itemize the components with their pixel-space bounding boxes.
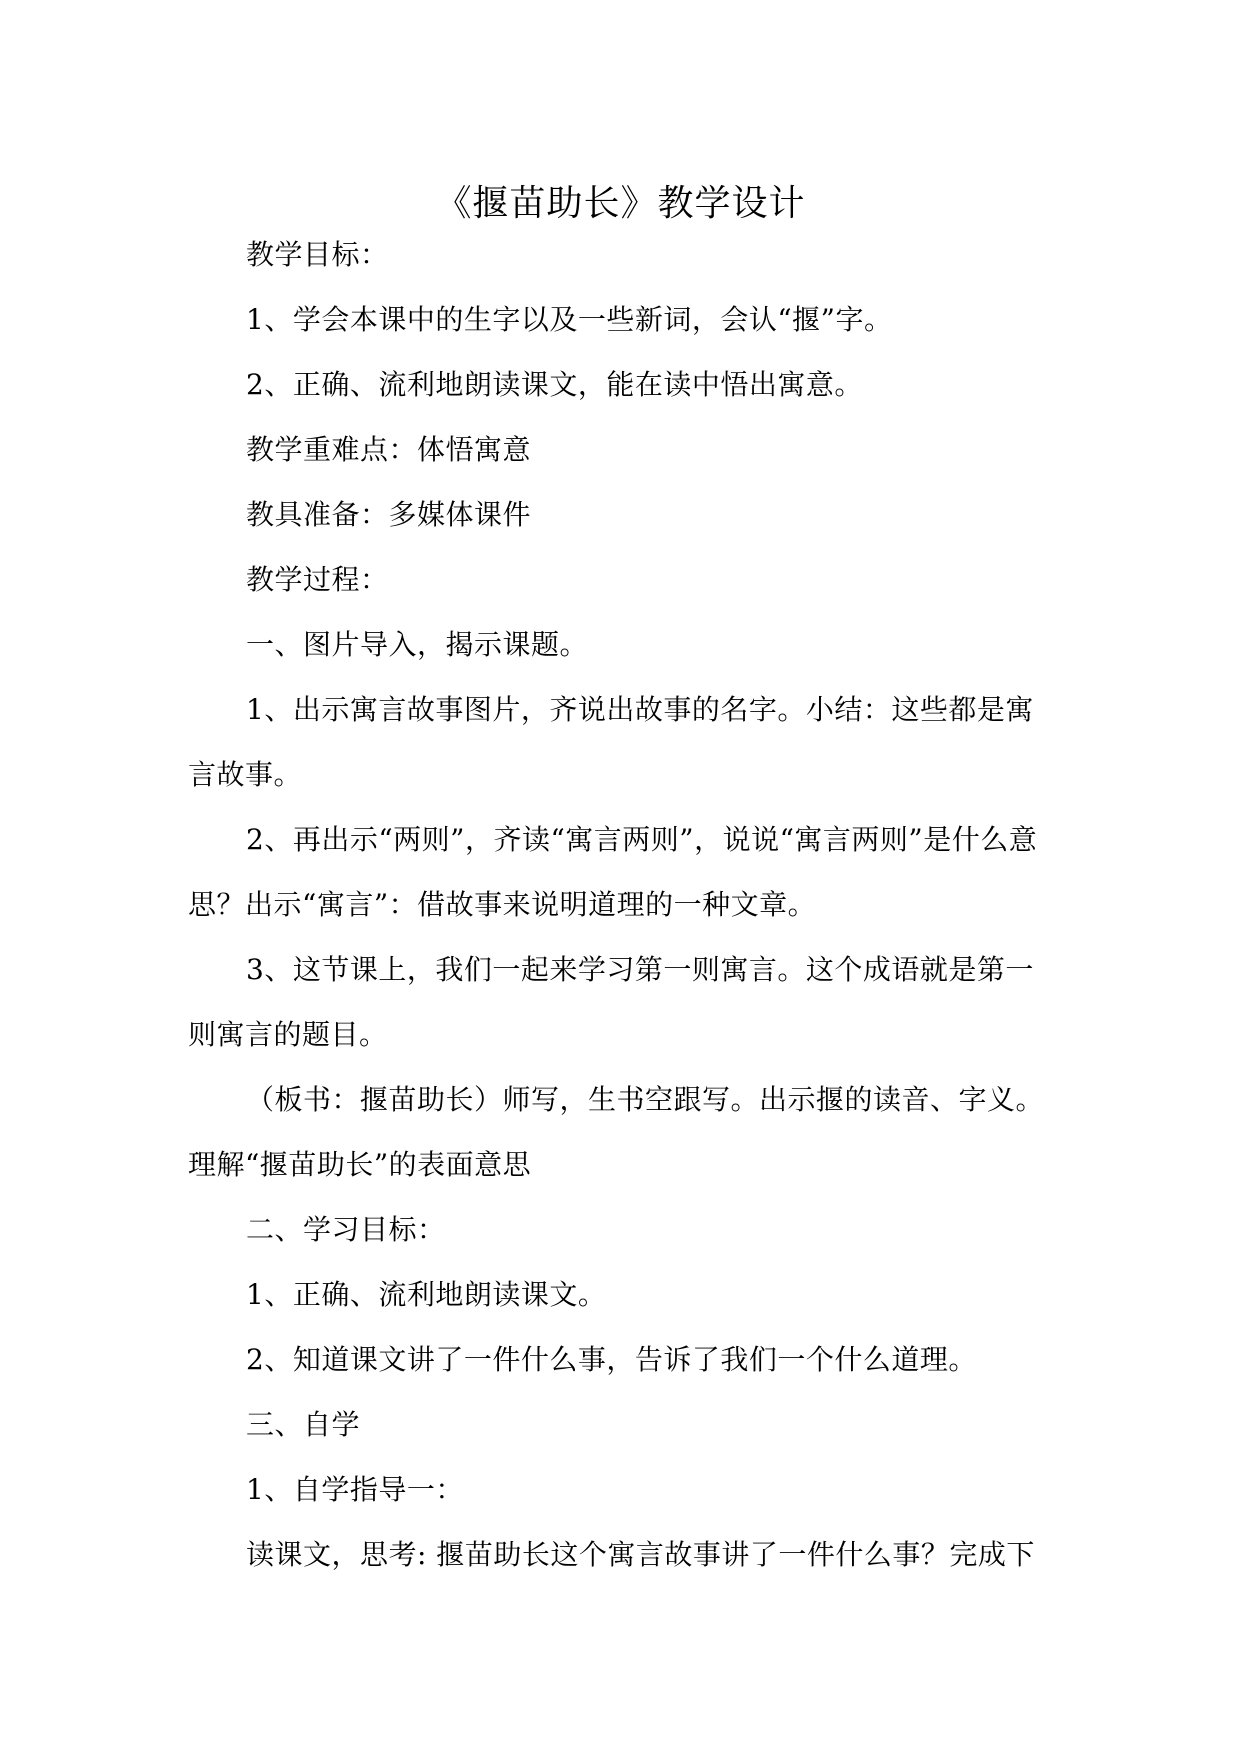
paragraph-objective-2: 2、正确、流利地朗读课文，能在读中悟出寓意。 <box>246 368 863 401</box>
paragraph-objective-1: 1、学会本课中的生字以及一些新词，会认“揠”字。 <box>246 303 893 336</box>
paragraph-section-3-heading: 三、自学 <box>246 1408 361 1441</box>
paragraph-section-2-item-2: 2、知道课文讲了一件什么事，告诉了我们一个什么道理。 <box>246 1343 977 1376</box>
paragraph-blackboard-note: （板书：揠苗助长）师写，生书空跟写。出示揠的读音、字义。理解“揠苗助长”的表面意思 <box>188 1083 1045 1181</box>
document-title: 《揠苗助长》教学设计 <box>435 183 806 225</box>
paragraph-self-study-task: 读课文，思考: 揠苗助长这个寓言故事讲了一件什么事？完成下 <box>246 1538 1035 1571</box>
paragraph-section-2-heading: 二、学习目标： <box>246 1213 446 1246</box>
paragraph-process-heading: 教学过程： <box>246 563 389 596</box>
paragraph-section-1-item-1: 1、出示寓言故事图片，齐说出故事的名字。小结：这些都是寓言故事。 <box>188 693 1034 791</box>
paragraph-section-2-item-1: 1、正确、流利地朗读课文。 <box>246 1278 607 1311</box>
paragraph-self-study-guide-1: 1、自学指导一： <box>246 1473 464 1506</box>
paragraph-section-1-heading: 一、图片导入，揭示课题。 <box>246 628 589 661</box>
paragraph-teaching-aids: 教具准备：多媒体课件 <box>246 498 532 531</box>
document-body <box>188 222 1058 1587</box>
paragraph-section-1-item-2: 2、再出示“两则”，齐读“寓言两则”，说说“寓言两则”是什么意思？出示“寓言”：借故事来说明道理的一种文章。 <box>188 823 1038 921</box>
paragraph-objectives-heading: 教学目标： <box>246 238 389 271</box>
paragraph-section-1-item-3: 3、这节课上，我们一起来学习第一则寓言。这个成语就是第一则寓言的题目。 <box>188 953 1034 1051</box>
paragraph-key-difficulty: 教学重难点：体悟寓意 <box>246 433 532 466</box>
